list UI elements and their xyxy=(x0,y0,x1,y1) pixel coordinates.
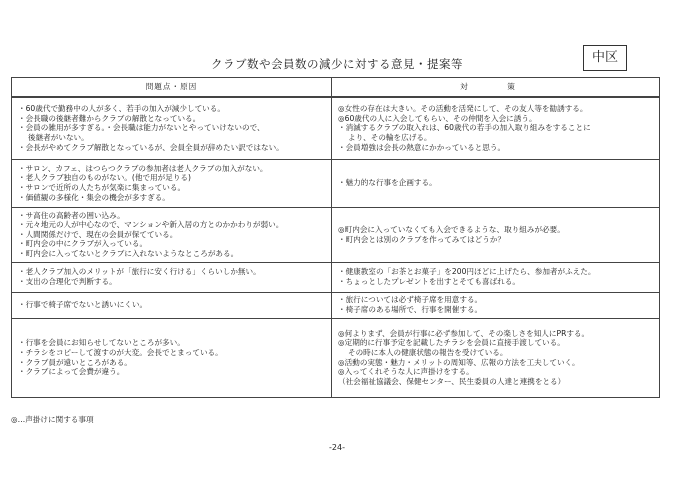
measure-cell xyxy=(332,207,660,262)
measure-line: ・ちょっとしたプレゼントを出すとそても喜ばれる。 xyxy=(338,277,520,286)
problem-line: ・老人クラブ独自のものがない。(他で用が足りる) xyxy=(18,173,191,183)
problem-line: ・クラブ員が遠いところがある。 xyxy=(18,357,132,367)
problem-line: ・サ高住の高齢者の囲い込み。 xyxy=(18,210,125,220)
measure-line: より、その輪を広げる。 xyxy=(348,133,432,143)
table-row xyxy=(12,207,660,262)
measure-line: ・会員増強は会長の熱意にかかっていると思う。 xyxy=(338,142,506,152)
problem-line: ・町内会に入ってないとクラブに入れないようなところがある。 xyxy=(18,248,239,258)
problem-line: ・支出の合理化で判断する。 xyxy=(18,277,117,286)
problem-line: ・元々地元の人が中心なので、マンションや新入居の方とのかかわりが弱い。 xyxy=(18,220,284,230)
problem-line: ・会員の雑用が多すぎる。・会長職は能力がないとやっていけないので、 xyxy=(18,123,265,133)
table-row xyxy=(12,97,660,159)
measure-line: ◎定期的に行事予定を記載したチラシを会員に直接手渡している。 xyxy=(338,338,565,348)
problem-line: ・クラブによって会費が違う。 xyxy=(18,367,125,377)
problem-line: 後継者がいない。 xyxy=(28,133,89,143)
header-problems: 問題点・原因 xyxy=(12,78,332,98)
problem-line: ・価値観の多様化・集会の機会が多すぎる。 xyxy=(18,192,170,202)
measure-line: ◎何よりまず、会員が行事に必ず参加して、その楽しさを知人にPRする。 xyxy=(338,328,590,338)
problem-line: ・人間関係だけで、現在の会員が保てている。 xyxy=(18,229,178,239)
problem-line: ・行事を会員にお知らせしてないところが多い。 xyxy=(18,338,185,348)
problem-line: ・会長職の後継者難からクラブの解散となっている。 xyxy=(18,113,201,123)
table-row xyxy=(12,318,660,397)
measure-line: その時に本人の健康状態の報告を受けている。 xyxy=(348,347,508,357)
measure-cell xyxy=(332,318,660,397)
problem-line: ・行事で椅子席でないと誘いにくい。 xyxy=(18,300,148,310)
measure-line: ・健康教室の「お茶とお菓子」を200円ほどに上げたら、参加者がふえた。 xyxy=(338,267,596,277)
measure-line: ◎入ってくれそうな人に声掛けをする。 xyxy=(338,367,474,377)
problem-cell xyxy=(12,292,332,318)
measure-line: ・椅子席のある場所で、行事を開催する。 xyxy=(338,305,483,314)
header-measures: 対 策 xyxy=(332,78,660,98)
table-header-row xyxy=(12,78,660,98)
problem-line: ・会長がやめてクラブ解散となっているが、会員全員が辞めたい訳ではない。 xyxy=(18,142,284,152)
measure-line: ◎活動の実態・魅力・メリットの周知等、広報の方法を工夫していく。 xyxy=(338,357,580,367)
table-row xyxy=(12,159,660,207)
measure-cell xyxy=(332,97,660,159)
measure-cell xyxy=(332,262,660,292)
problem-line: ・サロンで近所の人たちが気楽に集まっている。 xyxy=(18,183,186,192)
measure-line: ・魅力的な行事を企画する。 xyxy=(338,178,437,188)
problem-cell xyxy=(12,97,332,159)
problem-line: ・チラシをコピーして渡すのが大変。会長でとまっている。 xyxy=(18,347,223,357)
measure-line: ◎女性の存在は大きい。その活動を活発にして、その友人等を勧誘する。 xyxy=(338,104,588,114)
problem-line: ・60歳代で勤務中の人が多く、若手の加入が減少している。 xyxy=(18,104,225,114)
measure-line: ・町内会とは別のクラブを作ってみてはどうか？ xyxy=(338,234,506,244)
problem-cell xyxy=(12,207,332,262)
measure-line: ・消滅するクラブの取入れは、60歳代の若手の加入取り組みをすることに xyxy=(338,123,591,133)
problem-cell xyxy=(12,262,332,292)
measure-cell xyxy=(332,159,660,207)
measure-line: ◎60歳代の人に入会してもらい、その仲間を入会に誘う。 xyxy=(338,113,537,123)
problem-cell xyxy=(12,159,332,207)
measure-line: （社会福祉協議会、保健センター、民生委員の人達と連携をとる） xyxy=(338,376,566,386)
table-row xyxy=(12,262,660,292)
page-title: クラブ数や会員数の減少に対する意見・提案等 xyxy=(211,57,463,71)
page-number: -24- xyxy=(329,443,345,452)
table-row xyxy=(12,292,660,318)
problem-line: ・町内会の中にクラブが入っている。 xyxy=(18,239,148,249)
problem-cell xyxy=(12,318,332,397)
footnote: ◎…声掛けに関する事項 xyxy=(11,415,94,424)
measure-line: ◎町内会に入っていなくても入会できるような、取り組みが必要。 xyxy=(338,224,565,234)
problem-line: ・サロン、カフェ、はつらつクラブの参加者は老人クラブの加入がない。 xyxy=(18,163,268,173)
opinions-table xyxy=(11,77,660,398)
problem-line: ・老人クラブ加入のメリットが「旅行に安く行ける」くらいしか無い。 xyxy=(18,267,261,277)
measure-cell xyxy=(332,292,660,318)
ward-label-box: 中区 xyxy=(583,45,627,71)
measure-line: ・旅行については必ず椅子席を用意する。 xyxy=(338,295,483,305)
